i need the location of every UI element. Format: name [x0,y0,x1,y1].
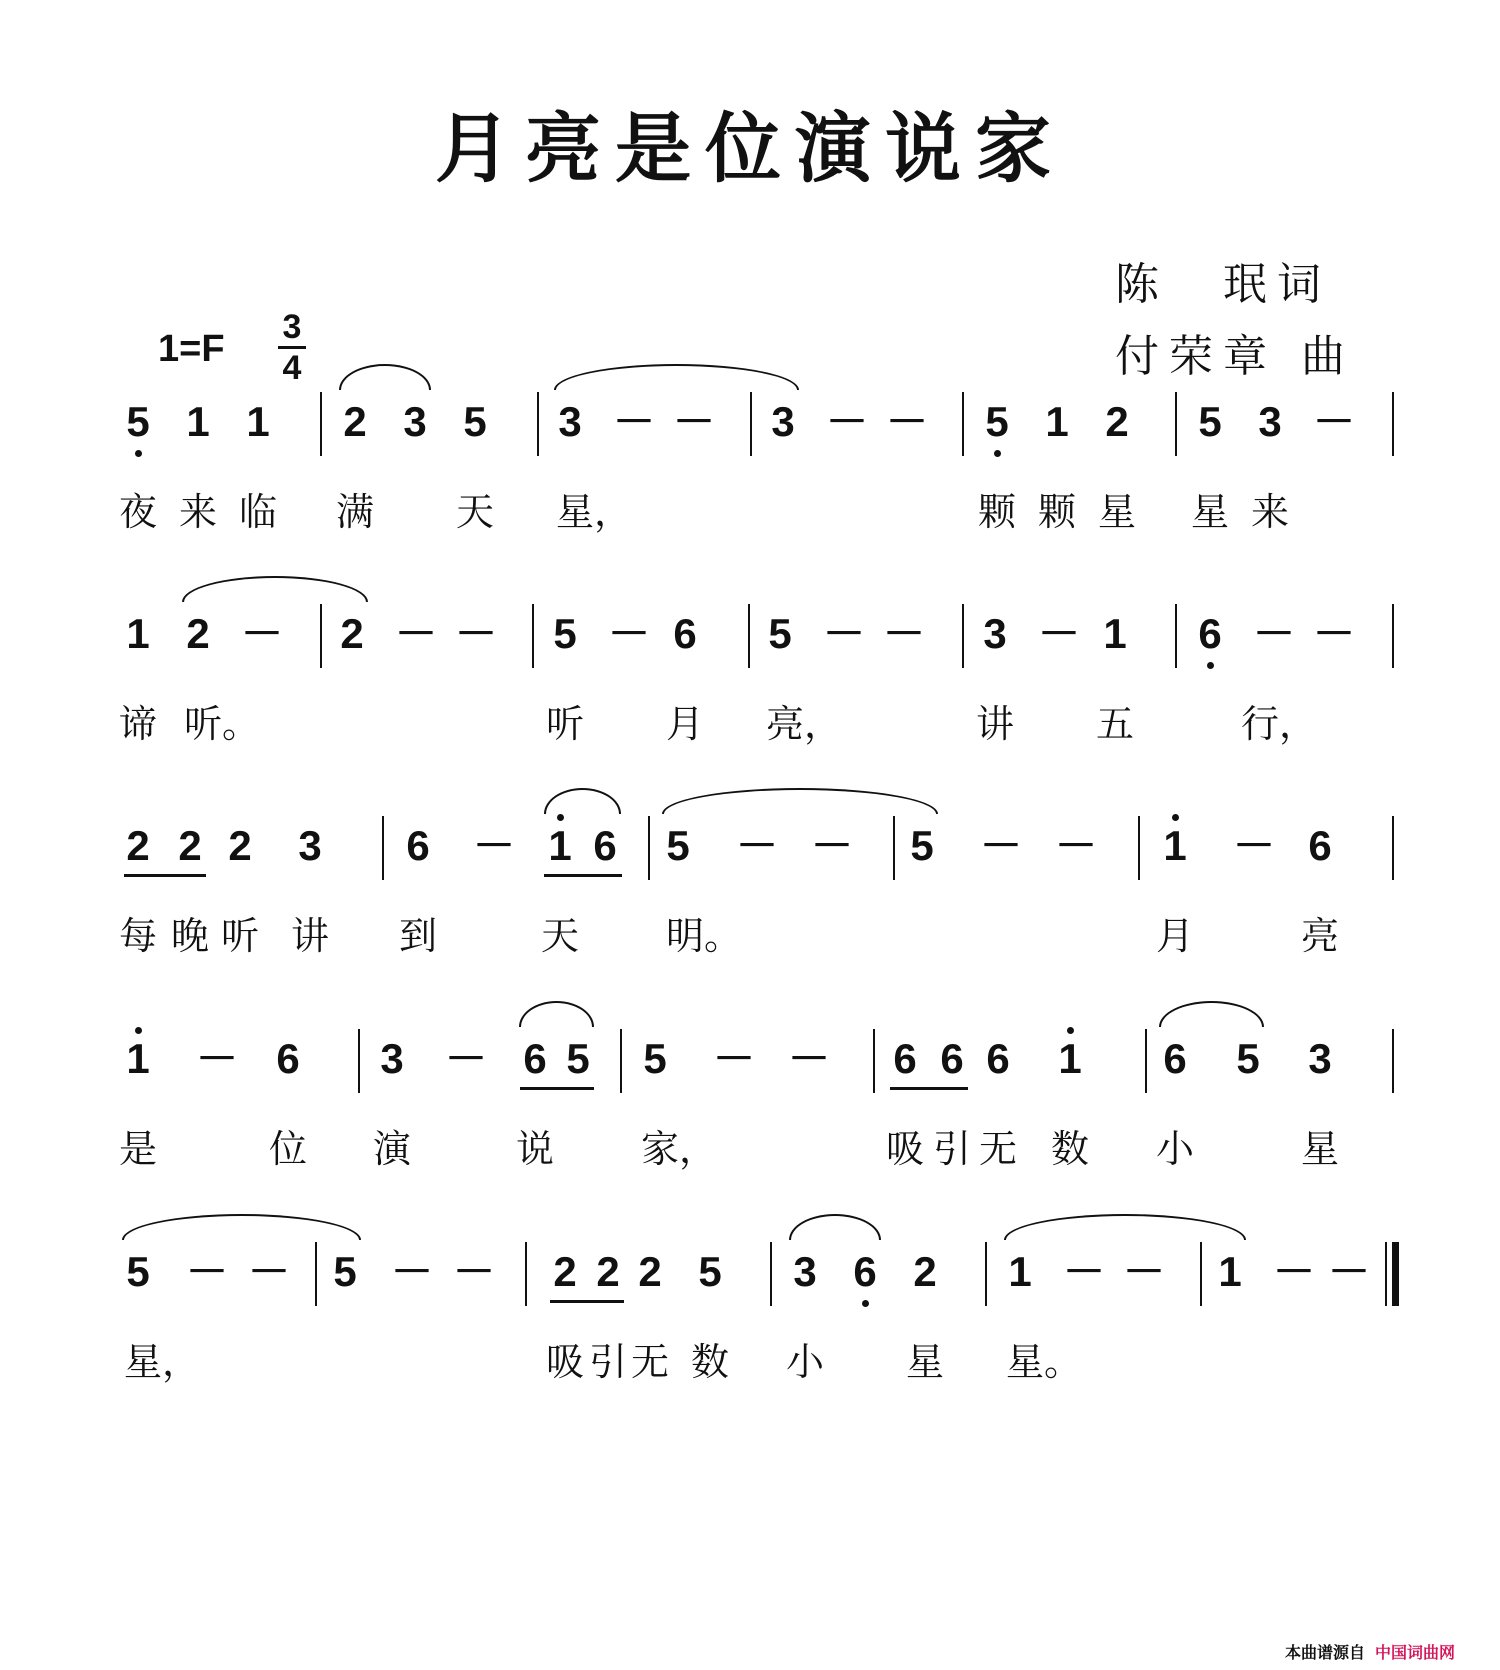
lyric-syllable: 吸 [885,1127,924,1171]
dash-note: － [980,822,1023,869]
dash-note: － [1253,610,1296,657]
note: 5 [566,1035,590,1082]
note: 5 [553,610,577,657]
lyric-syllable: 亮， [766,702,843,746]
lyric-syllable: 月 [665,702,704,746]
dash-note: － [1055,822,1098,869]
lyric-syllable: 到 [398,914,437,958]
lyric-syllable: 谛 [118,702,157,746]
barline [1392,1029,1394,1093]
note: 5 [643,1035,667,1082]
lyric-syllable: 行， [1241,702,1318,746]
note: 2 [913,1248,937,1295]
note: 3 [380,1035,404,1082]
lyric-syllable: 天 [540,914,579,958]
note: 2 [228,822,252,869]
note: 1 [186,398,210,445]
note: 6 [1163,1035,1187,1082]
barline [315,1242,317,1306]
dash-note: － [673,398,716,445]
note: 3 [983,610,1007,657]
dash-note: － [395,610,438,657]
dash-note: － [1063,1248,1106,1295]
note: 1 [121,1035,155,1083]
note: 6 [1193,610,1227,658]
dash-note: － [453,1248,496,1295]
eighth-beam [890,1087,968,1090]
note: 5 [126,1248,150,1295]
lyric-syllable: 晚 [170,914,209,958]
lyric-syllable: 家， [641,1127,718,1171]
slur-tie [662,788,938,814]
lyric-syllable: 数 [1050,1127,1089,1171]
note: 6 [848,1248,882,1296]
note: 5 [910,822,934,869]
note: 5 [768,610,792,657]
lyric-syllable: 无 [978,1127,1017,1171]
dash-note: － [1328,1248,1371,1295]
barline [537,392,539,456]
slur-tie [519,1001,594,1027]
barline [770,1242,772,1306]
lyric-syllable: 来 [1250,490,1289,534]
dash-note: － [1273,1248,1316,1295]
lyric-syllable: 颗 [1037,490,1076,534]
lyric-syllable: 星。 [1006,1340,1083,1384]
score-row [0,1035,1500,1195]
note: 2 [1105,398,1129,445]
lyric-syllable: 听。 [184,702,261,746]
note: 5 [1198,398,1222,445]
barline [1175,392,1177,456]
barline [748,604,750,668]
barline [750,392,752,456]
dash-note: － [823,610,866,657]
song-title: 月亮是位演说家 [435,104,1065,193]
lyric-syllable: 吸 [545,1340,584,1384]
time-signature [278,308,306,387]
note: 2 [178,822,202,869]
time-signature-lower: 4 [282,349,302,387]
barline [1175,604,1177,668]
dash-note: － [455,610,498,657]
barline [962,604,964,668]
note: 5 [698,1248,722,1295]
note: 1 [126,610,150,657]
dash-note: － [713,1035,756,1082]
lyric-syllable: 夜 [118,490,157,534]
dash-note: － [445,1035,488,1082]
note: 6 [673,610,697,657]
score-row [0,1248,1500,1408]
dash-note: － [186,1248,229,1295]
lyric-syllable: 讲 [290,914,329,958]
lyric-syllable: 月 [1155,914,1194,958]
footer-source-text: 本曲谱源自 [1285,1643,1366,1662]
barline [320,604,322,668]
slur-tie [122,1214,361,1240]
note: 1 [246,398,270,445]
note: 1 [1158,822,1192,870]
lyric-syllable: 小 [1155,1127,1194,1171]
final-barline-thin [1385,1242,1387,1306]
barline [893,816,895,880]
note: 3 [1258,398,1282,445]
note: 3 [793,1248,817,1295]
barline [1145,1029,1147,1093]
lyric-syllable: 听 [545,702,584,746]
barline [1392,816,1394,880]
lyric-syllable: 星 [1300,1127,1339,1171]
eighth-beam [544,874,622,877]
dash-note: － [1123,1248,1166,1295]
note: 2 [553,1248,577,1295]
composer-credit: 付荣章 曲 [1115,331,1355,382]
note: 2 [186,610,210,657]
note: 6 [406,822,430,869]
note: 3 [771,398,795,445]
lyric-syllable: 说 [515,1127,554,1171]
note: 3 [1308,1035,1332,1082]
barline [620,1029,622,1093]
note: 6 [593,822,617,869]
footer-source [1285,1640,1455,1663]
note: 2 [126,822,150,869]
dash-note: － [736,822,779,869]
lyric-syllable: 满 [335,490,374,534]
note: 1 [1053,1035,1087,1083]
barline [648,816,650,880]
barline [1138,816,1140,880]
lyric-syllable: 星 [1190,490,1229,534]
note: 5 [980,398,1014,446]
note: 1 [1103,610,1127,657]
note: 2 [340,610,364,657]
lyric-syllable: 数 [690,1340,729,1384]
note: 2 [596,1248,620,1295]
note: 6 [523,1035,547,1082]
time-signature-upper: 3 [278,308,306,349]
score-row [0,822,1500,982]
barline [962,392,964,456]
slur-tie [1159,1001,1264,1027]
barline [873,1029,875,1093]
barline [358,1029,360,1093]
lyric-syllable: 临 [238,490,277,534]
dash-note: － [1233,822,1276,869]
lyric-syllable: 位 [268,1127,307,1171]
score-row [0,398,1500,558]
barline [1392,604,1394,668]
lyric-syllable: 每 [118,914,157,958]
slur-tie [789,1214,881,1240]
lyric-syllable: 是 [118,1127,157,1171]
lyric-syllable: 来 [178,490,217,534]
note: 5 [333,1248,357,1295]
dash-note: － [608,610,651,657]
note: 6 [1308,822,1332,869]
note: 6 [986,1035,1010,1082]
eighth-beam [124,874,206,877]
slur-tie [1004,1214,1246,1240]
dash-note: － [1313,610,1356,657]
dash-note: － [196,1035,239,1082]
barline [1392,392,1394,456]
lyric-syllable: 星， [556,490,633,534]
dash-note: － [883,610,926,657]
lyricist-credit: 陈 珉词 [1115,259,1331,310]
note: 1 [1045,398,1069,445]
dash-note: － [1313,398,1356,445]
dash-note: － [788,1035,831,1082]
dash-note: － [613,398,656,445]
note: 6 [276,1035,300,1082]
barline [525,1242,527,1306]
eighth-beam [550,1300,624,1303]
note: 6 [940,1035,964,1082]
dash-note: － [241,610,284,657]
lyric-syllable: 引 [932,1127,971,1171]
final-barline-thick [1392,1242,1399,1306]
footer-site-name: 中国词曲网 [1375,1643,1456,1662]
dash-note: － [248,1248,291,1295]
barline [1200,1242,1202,1306]
lyric-syllable: 星 [905,1340,944,1384]
eighth-beam [520,1087,594,1090]
slur-tie [339,364,431,390]
lyric-syllable: 讲 [975,702,1014,746]
note: 3 [403,398,427,445]
lyric-syllable: 无 [630,1340,669,1384]
lyric-syllable: 亮 [1300,914,1339,958]
lyric-syllable: 星， [124,1340,201,1384]
note: 5 [666,822,690,869]
lyric-syllable: 明。 [666,914,743,958]
note: 2 [638,1248,662,1295]
slur-tie [554,364,799,390]
slur-tie [544,788,621,814]
lyric-syllable: 引 [588,1340,627,1384]
note: 5 [463,398,487,445]
slur-tie [182,576,368,602]
score-row [0,610,1500,770]
lyric-syllable: 星 [1097,490,1136,534]
note: 1 [1008,1248,1032,1295]
note: 5 [1236,1035,1260,1082]
barline [532,604,534,668]
dash-note: － [826,398,869,445]
barline [985,1242,987,1306]
lyric-syllable: 颗 [977,490,1016,534]
lyric-syllable: 天 [455,490,494,534]
lyric-syllable: 五 [1095,702,1134,746]
note: 3 [298,822,322,869]
note: 5 [121,398,155,446]
note: 1 [1218,1248,1242,1295]
note: 6 [893,1035,917,1082]
note: 2 [343,398,367,445]
dash-note: － [886,398,929,445]
lyric-syllable: 小 [785,1340,824,1384]
dash-note: － [1038,610,1081,657]
dash-note: － [391,1248,434,1295]
barline [320,392,322,456]
dash-note: － [811,822,854,869]
note: 1 [543,822,577,870]
lyric-syllable: 听 [220,914,259,958]
lyric-syllable: 演 [372,1127,411,1171]
barline [382,816,384,880]
dash-note: － [473,822,516,869]
note: 3 [558,398,582,445]
key-signature: 1=F [158,328,225,370]
